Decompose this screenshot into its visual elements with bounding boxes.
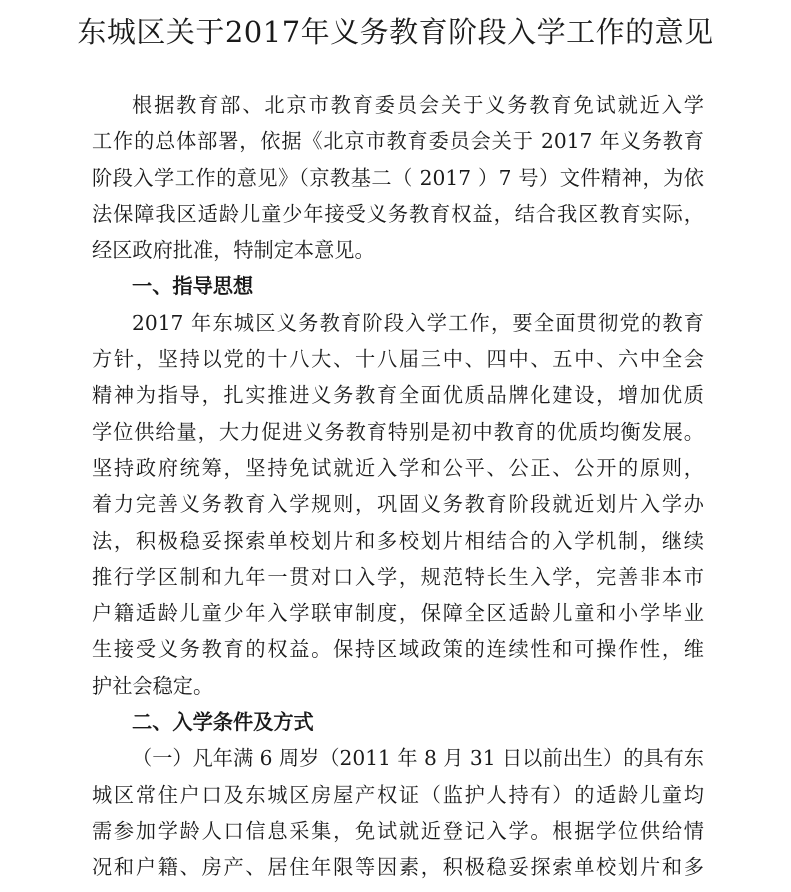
text-line: 工作的总体部署，依据《北京市教育委员会关于 2017 年义务教育 (92, 129, 704, 154)
text-line: 阶段入学工作的意见》（京教基二（ 2017 ）7 号）文件精神，为依 (92, 165, 704, 190)
document-body (92, 87, 704, 886)
text-line: 况和户籍、房产、居住年限等因素，积极稳妥探索单校划片和多 (92, 855, 704, 880)
text-line: 城区常住户口及东城区房屋产权证（监护人持有）的适龄儿童均 (92, 782, 704, 807)
section-paragraph-guiding-ideology (92, 305, 704, 704)
intro-paragraph (92, 87, 704, 268)
text-line: 方针，坚持以党的十八大、十八届三中、四中、五中、六中全会 (92, 347, 704, 372)
section-heading-admission-conditions: 二、入学条件及方式 (132, 710, 314, 735)
text-line: 护社会稳定。 (92, 673, 214, 698)
document-title: 东城区关于2017年义务教育阶段入学工作的意见 (77, 15, 714, 49)
section-heading-guiding-ideology: 一、指导思想 (132, 274, 254, 299)
text-line: 根据教育部、北京市教育委员会关于义务教育免试就近入学 (132, 93, 704, 117)
text-line: 法保障我区适龄儿童少年接受义务教育权益，结合我区教育实际， (92, 201, 704, 226)
text-line: 法，积极稳妥探索单校划片和多校划片相结合的入学机制，继续 (92, 528, 704, 553)
text-line: （一）凡年满 6 周岁（2011 年 8 月 31 日以前出生）的具有东 (132, 746, 704, 771)
section-paragraph-admission-conditions (92, 740, 704, 885)
text-line: 精神为指导，扎实推进义务教育全面优质品牌化建设，增加优质 (92, 383, 704, 408)
text-line: 生接受义务教育的权益。保持区域政策的连续性和可操作性，维 (92, 637, 704, 662)
text-line: 着力完善义务教育入学规则，巩固义务教育阶段就近划片入学办 (92, 492, 704, 517)
text-line: 户籍适龄儿童少年入学联审制度，保障全区适龄儿童和小学毕业 (92, 601, 704, 626)
text-line: 经区政府批准，特制定本意见。 (92, 238, 375, 263)
text-line: 坚持政府统筹，坚持免试就近入学和公平、公正、公开的原则， (92, 455, 704, 480)
text-line: 需参加学龄人口信息采集，免试就近登记入学。根据学位供给情 (92, 818, 704, 843)
text-line: 学位供给量，大力促进义务教育特别是初中教育的优质均衡发展。 (92, 419, 704, 444)
text-line: 推行学区制和九年一贯对口入学，规范特长生入学，完善非本市 (92, 564, 704, 589)
text-line: 2017 年东城区义务教育阶段入学工作，要全面贯彻党的教育 (132, 310, 704, 335)
